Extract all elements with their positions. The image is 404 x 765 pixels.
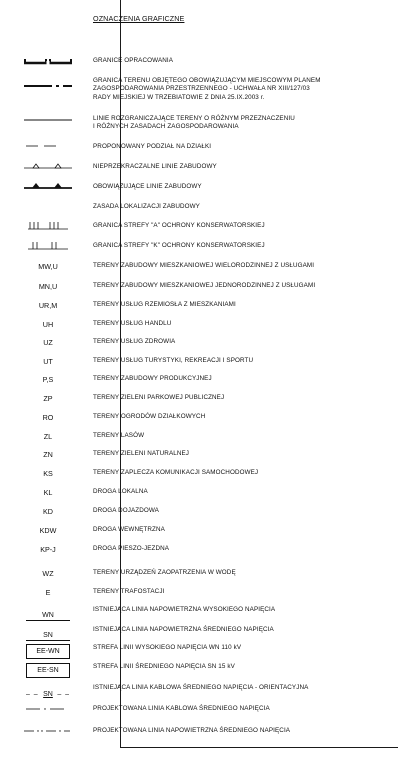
legend-desc: GRANICE OPRACOWANIA: [93, 57, 174, 64]
legend-desc: ISTNIEJĄCA LINIA NAPOWIETRZNA ŚREDNIEGO NAPIĘCIA: [93, 626, 274, 633]
zoning-code: ZL: [43, 432, 53, 441]
zone-a-symbol: [22, 220, 74, 230]
legend-desc: TERENY USŁUG RZEMIOSŁA Z MIESZKANIAMI: [93, 301, 236, 308]
zoning-code: UR,M: [38, 301, 58, 310]
legend-desc: TERENY ZIELENI PARKOWEJ PUBLICZNEJ: [93, 394, 225, 401]
zoning-code: MN,U: [38, 282, 58, 291]
legend-desc: TERENY ZABUDOWY MIESZKANIOWEJ WIELORODZINNEJ Z USŁUGAMI: [93, 262, 315, 269]
legend-desc: DROGA WEWNĘTRZNA: [93, 526, 165, 533]
zoning-code: E: [45, 588, 51, 597]
legend-desc: DROGA PIESZO-JEZDNA: [93, 545, 170, 552]
plan-boundary-symbol: [22, 83, 74, 89]
zoning-code: KL: [43, 488, 53, 497]
legend-desc: PROPONOWANY PODZIAŁ NA DZIAŁKI: [93, 143, 212, 150]
legend-desc: STREFA LINII ŚREDNIEGO NAPIĘCIA SN 15 kV: [93, 663, 235, 670]
mv-zone-symbol: [22, 659, 74, 678]
zone-k-symbol: [22, 240, 74, 250]
zoning-code: KDW: [39, 526, 57, 535]
legend-desc: PROJEKTOWANA LINIA KABLOWA ŚREDNIEGO NAPIĘCIA: [93, 705, 270, 712]
zoning-code: KP-J: [40, 545, 56, 554]
planned-mv-cable-symbol: [22, 707, 74, 711]
zoning-code: KD: [43, 507, 53, 516]
hv-zone-code: EE-WN: [26, 644, 70, 659]
legend-desc: OBOWIĄZUJĄCE LINIE ZABUDOWY: [93, 183, 202, 190]
legend-desc: DROGA LOKALNA: [93, 488, 148, 495]
legend-desc: TERENY USŁUG ZDROWIA: [93, 338, 176, 345]
legend-desc: TERENY USŁUG HANDLU: [93, 320, 172, 327]
legend-desc: TERENY ZIELENI NATURALNEJ: [93, 450, 190, 457]
zoning-code: MW,U: [38, 262, 58, 271]
zoning-code: ZN: [43, 450, 53, 459]
zoning-code: UZ: [43, 338, 53, 347]
legend-desc: ISTNIEJĄCA LINIA KABLOWA ŚREDNIEGO NAPIĘCIA - ORIENTACYJNA: [93, 684, 309, 691]
legend-desc: TERENY TRAFOSTACJI: [93, 588, 165, 595]
legend-desc: GRANICA TERENU OBJĘTEGO OBOWIĄZUJĄCYM MIEJSCOWYM PLANEM ZAGOSPODAROWANIA PRZESTRZENNEGO - UCHWAŁA NR XIII/127/03 RADY MIEJSKIEJ W TRZEBIATOWIE Z DNIA 25.IX.2003 r.: [93, 77, 321, 101]
legend-desc: STREFA LINII WYSOKIEGO NAPIĘCIA WN 110 kV: [93, 644, 242, 651]
zoning-code: P,S: [42, 375, 54, 384]
hv-line-code: WN: [26, 611, 70, 621]
mv-cable-dash-left: – –: [25, 691, 39, 698]
legend-desc: TERENY OGRODÓW DZIAŁKOWYCH: [93, 413, 206, 420]
zoning-code: WZ: [42, 569, 54, 578]
legend-desc: ZASADA LOKALIZACJI ZABUDOWY: [93, 203, 200, 210]
study-boundary-symbol: [22, 56, 74, 66]
demarcation-line-symbol: [22, 118, 74, 122]
legend-desc: TERENY ZABUDOWY PRODUKCYJNEJ: [93, 375, 212, 382]
legend-desc: GRANICA STREFY "K" OCHRONY KONSERWATORSKIEJ: [93, 242, 265, 249]
legend-title: OZNACZENIA GRAFICZNE: [93, 14, 185, 23]
nonexceedable-line-symbol: [22, 160, 74, 170]
zoning-code: UT: [43, 357, 53, 366]
legend-desc: GRANICA STREFY "A" OCHRONY KONSERWATORSKIEJ: [93, 222, 265, 229]
mv-line-code: SN: [26, 631, 70, 641]
mandatory-line-symbol: [22, 180, 74, 190]
zoning-code: RO: [42, 413, 54, 422]
plot-division-symbol: [22, 144, 74, 148]
hv-line-symbol: [22, 604, 74, 622]
legend-desc: TERENY LASÓW: [93, 432, 145, 439]
planned-mv-overhead-symbol: [22, 729, 74, 733]
legend-desc: TERENY ZAPLECZA KOMUNIKACJI SAMOCHODOWEJ: [93, 469, 259, 476]
zoning-code: KS: [43, 469, 53, 478]
mv-cable-dash-right: – –: [57, 691, 71, 698]
legend-desc: PROJEKTOWANA LINIA NAPOWIETRZNA ŚREDNIEGO NAPIĘCIA: [93, 727, 291, 734]
legend-desc: NIEPRZEKRACZALNE LINIE ZABUDOWY: [93, 163, 217, 170]
mv-cable-symbol: [22, 683, 74, 701]
legend-vertical-rule: [120, 0, 121, 747]
legend-desc: TERENY USŁUG TURYSTYKI, REKREACJI I SPORTU: [93, 357, 254, 364]
mv-zone-code: EE-SN: [26, 663, 70, 678]
zoning-code: UH: [42, 320, 54, 329]
zoning-code: ZP: [43, 394, 53, 403]
hv-zone-symbol: [22, 640, 74, 659]
mv-cable-code: SN: [43, 691, 53, 698]
legend-desc: LINIE ROZGRANICZAJĄCE TERENY O RÓŻNYM PRZEZNACZENIU I RÓŻNYCH ZASADACH ZAGOSPODAROWANIA: [93, 115, 295, 131]
legend-desc: ISTNIEJĄCA LINIA NAPOWIETRZNA WYSOKIEGO NAPIĘCIA: [93, 606, 276, 613]
legend-desc: DROGA DOJAZDOWA: [93, 507, 159, 514]
legend-desc: TERENY ZABUDOWY MIESZKANIOWEJ JEDNORODZINNEJ Z USŁUGAMI: [93, 282, 316, 289]
legend-desc: TERENY URZĄDZEŃ ZAOPATRZENIA W WODĘ: [93, 569, 236, 576]
legend-bottom-rule: [120, 747, 398, 748]
